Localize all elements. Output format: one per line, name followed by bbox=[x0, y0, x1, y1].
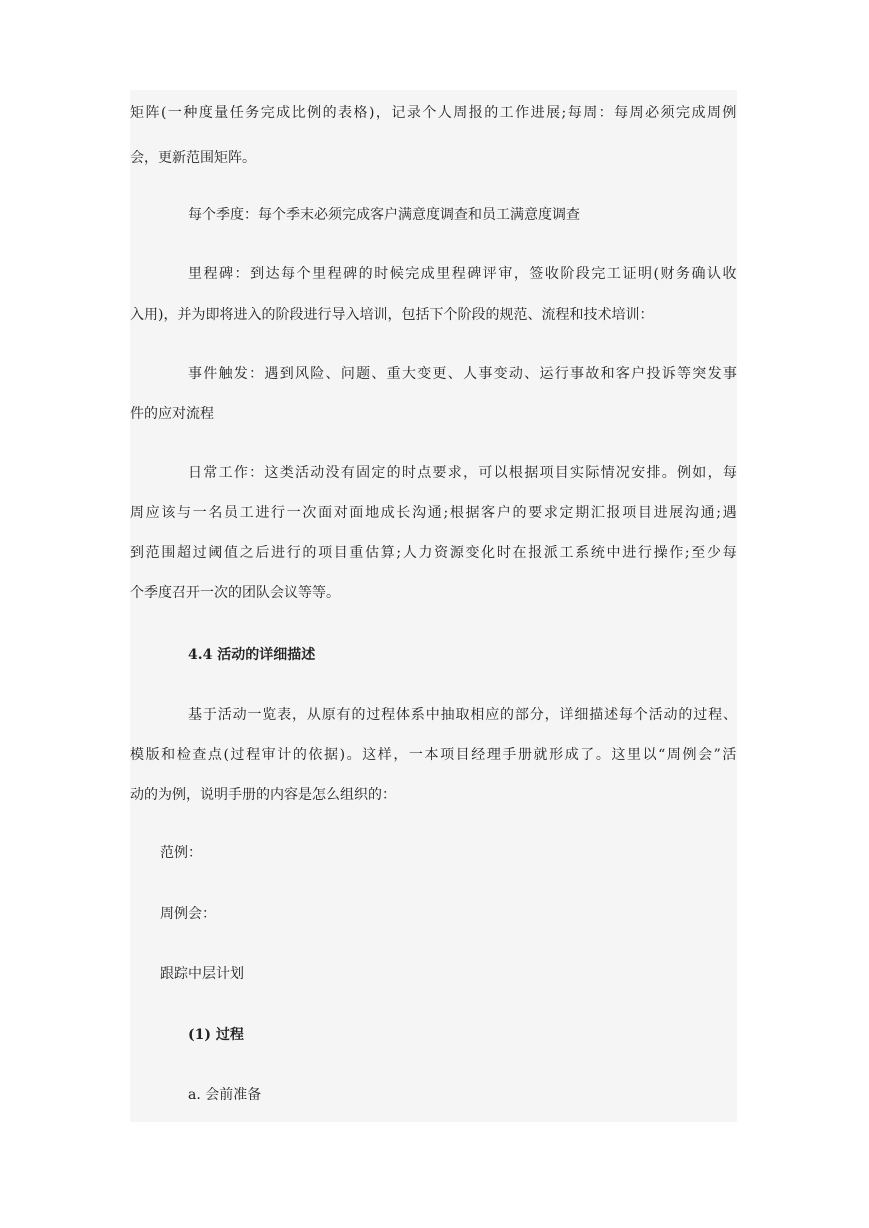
paragraph-line: 矩 阵 ( 一 种 度 量 任 务 完 成 比 例 的 表 格 ) ， 记 录 个 人 周 报 的 工 作 进 展 ; 每 周 ： 每 周 必 须 完 成 周 例 bbox=[130, 105, 737, 121]
paragraph-line: 日 常 工 作 ： 这 类 活 动 没 有 固 定 的 时 点 要 求 ， 可 以 根 据 项 目 实 际 情 况 安 排 。 例 如 ， 每 bbox=[188, 465, 737, 481]
paragraph-line: 里 程 碑 ： 到 达 每 个 里 程 碑 的 时 候 完 成 里 程 碑 评 审 ， 签 收 阶 段 完 工 证 明 ( 财 务 确 认 收 bbox=[188, 266, 737, 282]
paragraph-line: 到 范 围 超 过 阈 值 之 后 进 行 的 项 目 重 估 算 ; 人 力 资 源 变 化 时 在 报 派 工 系 统 中 进 行 操 作 ; 至 少 每 bbox=[130, 545, 737, 561]
meeting-label: 周例会： bbox=[160, 906, 216, 922]
section-heading: 4.4 活动的详细描述 bbox=[188, 647, 316, 663]
paragraph-line: 基 于 活 动 一 览 表 ， 从 原 有 的 过 程 体 系 中 抽 取 相 应 的 部 分 ， 详 细 描 述 每 个 活 动 的 过 程 、 bbox=[188, 707, 737, 723]
step-item: a. 会前准备 bbox=[188, 1087, 262, 1103]
paragraph-line: 事 件 触 发 ： 遇 到 风 险 、 问 题 、 重 大 变 更 、 人 事 变 动 、 运 行 事 故 和 客 户 投 诉 等 突 发 事 bbox=[188, 366, 737, 382]
paragraph-line: 模 版 和 检 查 点 ( 过 程 审 计 的 依 据 ) 。 这 样 ， 一 本 项 目 经 理 手 册 就 形 成 了 。 这 里 以 “ 周 例 会 ” 活 bbox=[130, 747, 737, 763]
paragraph-line: 件的应对流程 bbox=[130, 406, 214, 422]
process-heading: (1) 过程 bbox=[188, 1027, 244, 1043]
plan-label: 跟踪中层计划 bbox=[160, 966, 244, 982]
paragraph-line: 个季度召开一次的团队会议等等。 bbox=[130, 585, 340, 601]
paragraph-line: 会，更新范围矩阵。 bbox=[130, 150, 256, 166]
paragraph-line: 动的为例，说明手册的内容是怎么组织的： bbox=[130, 787, 396, 803]
paragraph-line: 周 应 该 与 一 名 员 工 进 行 一 次 面 对 面 地 成 长 沟 通 ; 根 据 客 户 的 要 求 定 期 汇 报 项 目 进 展 沟 通 ; 遇 bbox=[130, 505, 737, 521]
paragraph-line: 每个季度：每个季末必须完成客户满意度调查和员工满意度调查 bbox=[188, 207, 580, 223]
example-label: 范例： bbox=[160, 845, 202, 861]
paragraph-line: 入用)，并为即将进入的阶段进行导入培训，包括下个阶段的规范、流程和技术培训： bbox=[130, 307, 654, 323]
